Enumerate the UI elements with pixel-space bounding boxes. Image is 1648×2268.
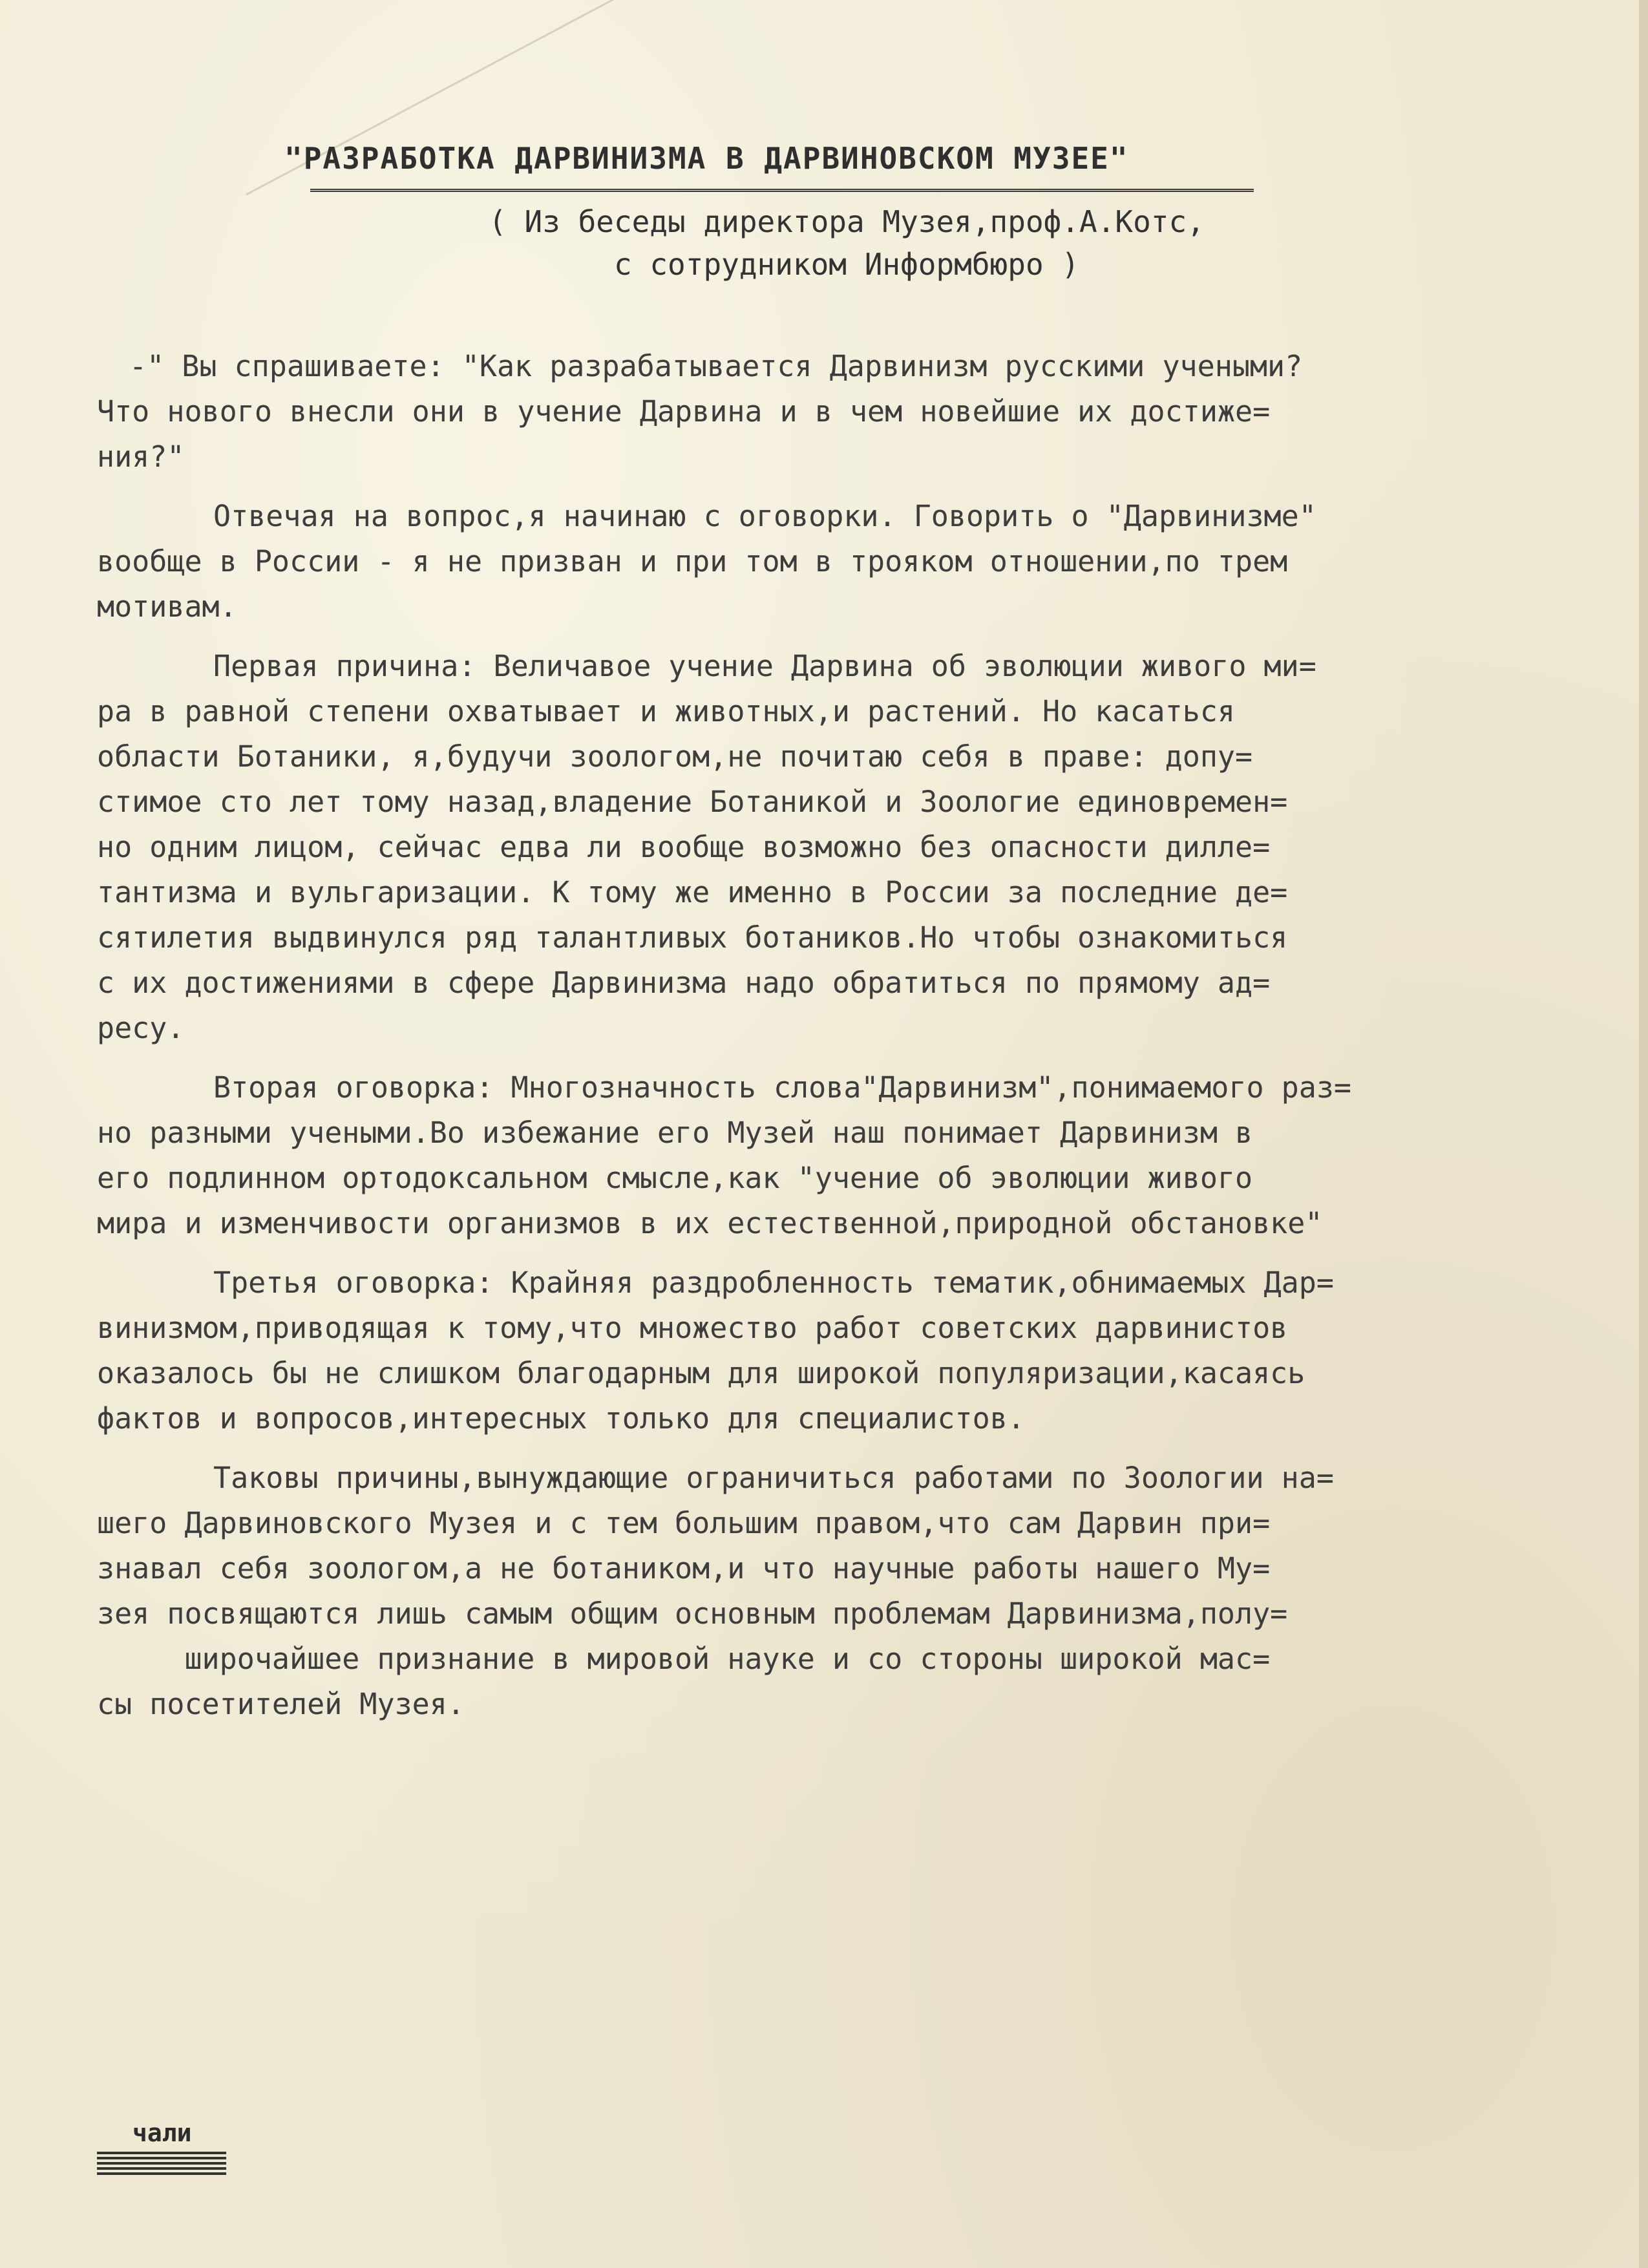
- paragraph: [97, 1065, 1603, 1246]
- text-line: вообще в России - я не призван и при том в трояком отношении,по трем: [97, 544, 1288, 578]
- paragraph: [97, 494, 1603, 630]
- text-line: Вторая оговорка: Многозначность слова"Дарвинизм",понимаемого раз=: [213, 1070, 1351, 1105]
- text-line: шего Дарвиновского Музея и с тем большим правом,что сам Дарвин при=: [97, 1506, 1271, 1540]
- handwritten-correction: чали: [132, 2119, 192, 2147]
- text-line: сятилетия выдвинулся ряд талантливых ботаников.Но чтобы ознакомиться: [97, 920, 1288, 955]
- paragraph: [97, 644, 1603, 1051]
- text-line: но разными учеными.Во избежание его Музей наш понимает Дарвинизм в: [97, 1116, 1253, 1150]
- text-line: зея посвящаются лишь самым общим основным проблемам Дарвинизма,полу=: [97, 1596, 1288, 1631]
- text-line: фактов и вопросов,интересных только для специалистов.: [97, 1401, 1025, 1436]
- text-line: но одним лицом, сейчас едва ли вообще возможно без опасности дилле=: [97, 830, 1271, 864]
- text-line: ра в равной степени охватывает и животных,и растений. Но касаться: [97, 694, 1235, 728]
- text-line: винизмом,приводящая к тому,что множество работ советских дарвинистов: [97, 1311, 1288, 1345]
- title-underline: [310, 189, 1254, 192]
- text-line: области Ботаники, я,будучи зоологом,не почитаю себя в праве: допу=: [97, 739, 1253, 774]
- text-line: Таковы причины,вынуждающие ограничиться работами по Зоологии на=: [213, 1461, 1334, 1495]
- text-line: широчайшее признание в мировой науке и со стороны широкой мас=: [97, 1642, 1271, 1676]
- text-line: Что нового внесли они в учение Дарвина и в чем новейшие их достиже=: [97, 394, 1271, 429]
- text-line: тантизма и вульгаризации. К тому же именно в России за последние де=: [97, 875, 1288, 909]
- text-line: его подлинном ортодоксальном смысле,как "учение об эволюции живого: [97, 1161, 1253, 1195]
- text-line: ресу.: [97, 1011, 185, 1045]
- document-body: [97, 344, 1603, 1741]
- paragraph: [97, 344, 1603, 480]
- subtitle-line: ( Из беседы директора Музея,проф.А.Котс,: [489, 204, 1205, 239]
- subtitle-line: с сотрудником Информбюро ): [613, 247, 1080, 282]
- text-line: ния?": [97, 440, 185, 474]
- document-subtitle: [362, 200, 1331, 286]
- text-line: стимое сто лет тому назад,владение Ботаникой и Зоологие единовремен=: [97, 785, 1288, 819]
- text-line: сы посетителей Музея.: [97, 1687, 465, 1721]
- text-line: Третья оговорка: Крайняя раздробленность тематик,обнимаемых Дар=: [213, 1266, 1334, 1300]
- text-line: знавал себя зоологом,а не ботаником,и что научные работы нашего Му=: [97, 1551, 1271, 1585]
- text-line: Отвечая на вопрос,я начинаю с оговорки. Говорить о "Дарвинизме": [213, 499, 1316, 533]
- struck-out-word: [97, 2149, 226, 2175]
- text-line: мира и изменчивости организмов в их естественной,природной обстановке": [97, 1206, 1323, 1240]
- document-title: "РАЗРАБОТКА ДАРВИНИЗМА В ДАРВИНОВСКОМ МУЗЕЕ": [284, 141, 1129, 176]
- text-line: Первая причина: Величавое учение Дарвина об эволюции живого ми=: [213, 649, 1316, 683]
- text-line: мотивам.: [97, 589, 237, 624]
- text-line: с их достижениями в сфере Дарвинизма надо обратиться по прямому ад=: [97, 966, 1271, 1000]
- text-line: -" Вы спрашиваете: "Как разрабатывается Дарвинизм русскими учеными?: [129, 349, 1303, 383]
- text-line: оказалось бы не слишком благодарным для широкой популяризации,касаясь: [97, 1356, 1305, 1390]
- paragraph: [97, 1456, 1603, 1727]
- paragraph: [97, 1260, 1603, 1441]
